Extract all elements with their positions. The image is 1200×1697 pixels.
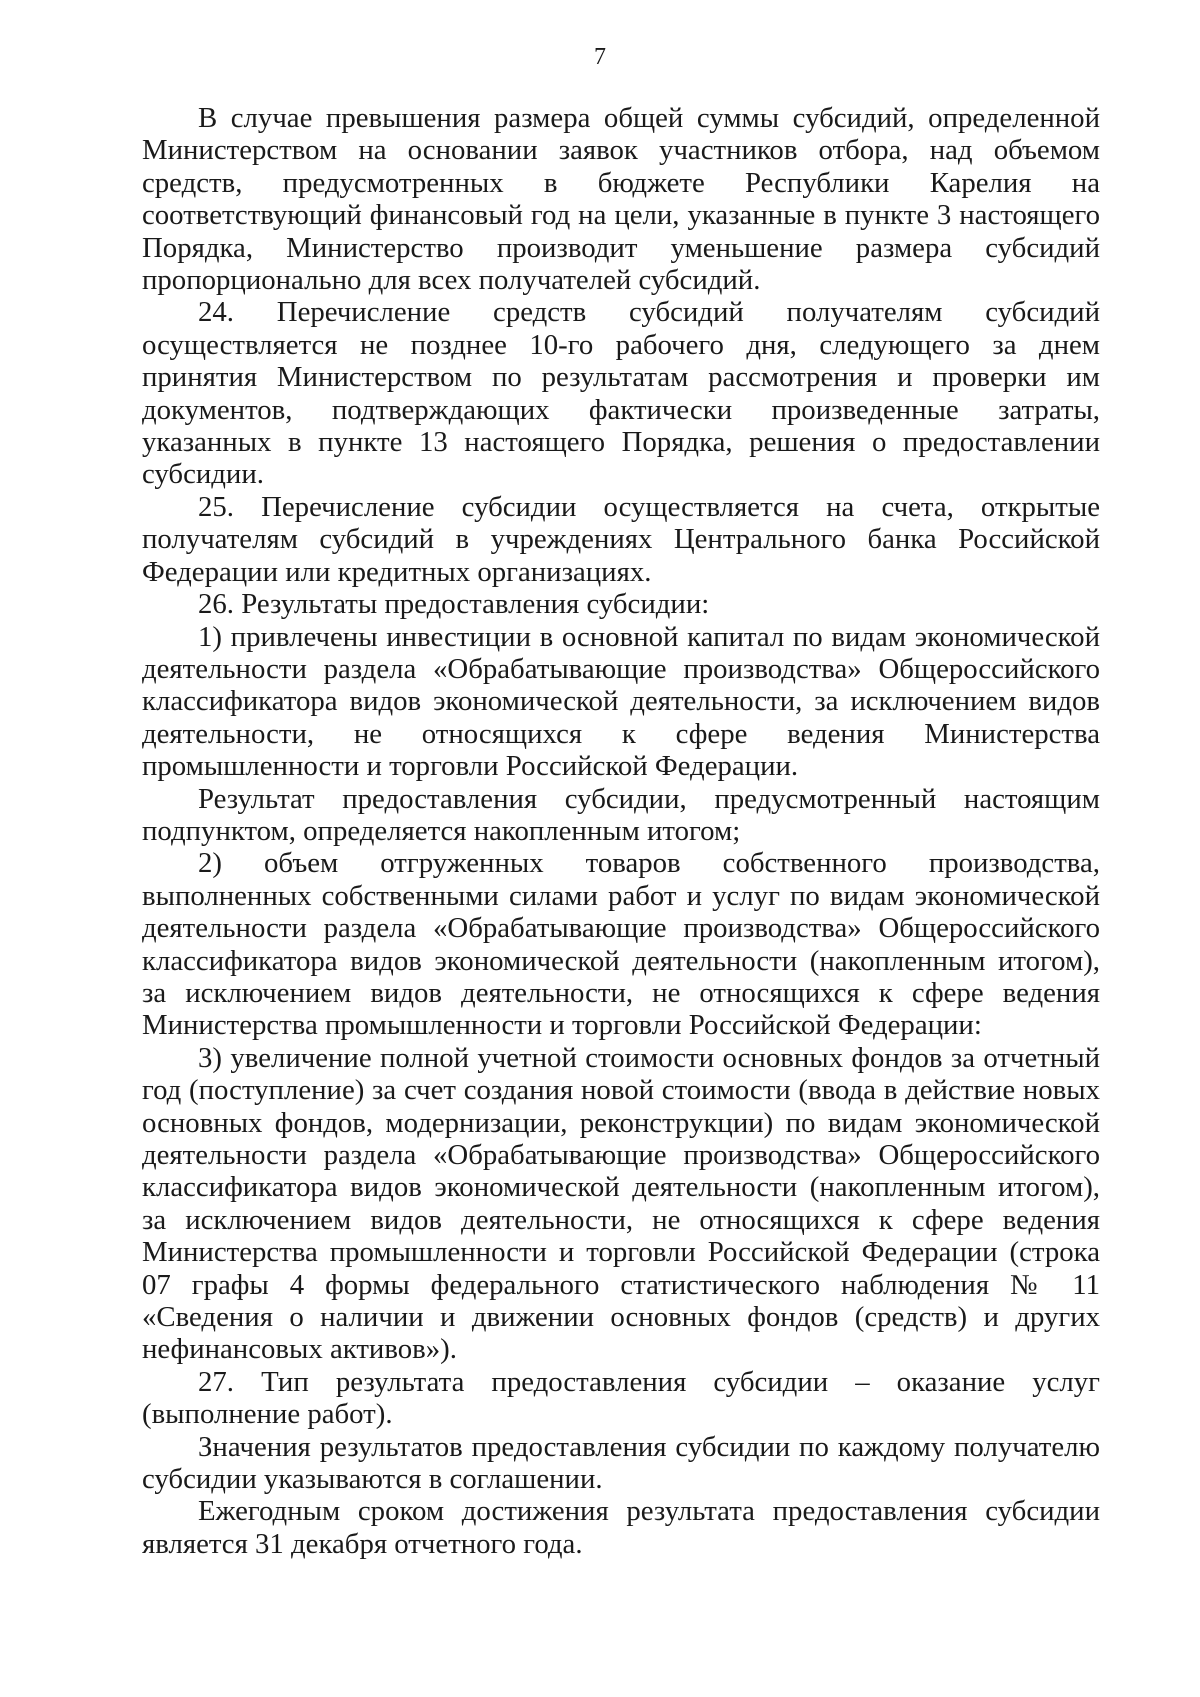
- paragraph-26-item-2-shipped-goods: 2) объем отгруженных товаров собственного производства, выполненных собственными силами работ и услуг по видам экономической деятельности раздела «Обрабатывающие производства» Общероссийского классификатора видов экономической деятельности (накопленным итогом), за исключением видов деятельности, не относящихся к сфере ведения Министерства промышленности и торговли Российской Федерации:: [142, 847, 1100, 1042]
- paragraph-budget-excess: В случае превышения размера общей суммы субсидий, определенной Министерством на основании заявок участников отбора, над объемом средств, предусмотренных в бюджете Республики Карелия на соответствующий финансовый год на цели, указанные в пункте 3 настоящего Порядка, Министерство производит уменьшение размера субсидий пропорционально для всех получателей субсидий.: [142, 102, 1100, 297]
- paragraph-result-values-agreement: Значения результатов предоставления субсидии по каждому получателю субсидии указываются в соглашении.: [142, 1430, 1100, 1496]
- paragraph-24-transfer-deadline: 24. Перечисление средств субсидий получателям субсидий осуществляется не позднее 10-го рабочего дня, следующего за днем принятия Министерством по результатам рассмотрения и проверки им документов, подтверждающих фактически произведенные затраты, указанных в пункте 13 настоящего Порядка, решения о предоставлении субсидии.: [142, 296, 1100, 491]
- paragraph-26-item-1-cumulative-note: Результат предоставления субсидии, предусмотренный настоящим подпунктом, определяется накопленным итогом;: [142, 782, 1100, 847]
- document-body: [142, 102, 1100, 1560]
- paragraph-27-result-type: 27. Тип результата предоставления субсидии – оказание услуг (выполнение работ).: [142, 1365, 1100, 1431]
- paragraph-25-transfer-accounts: 25. Перечисление субсидии осуществляется на счета, открытые получателям субсидий в учреждениях Центрального банка Российской Федерации или кредитных организациях.: [142, 490, 1100, 588]
- paragraph-26-item-1-investments: 1) привлечены инвестиции в основной капитал по видам экономической деятельности раздела «Обрабатывающие производства» Общероссийского классификатора видов экономической деятельности, за исключением видов деятельности, не относящихся к сфере ведения Министерства промышленности и торговли Российской Федерации.: [142, 620, 1100, 783]
- page-number: 7: [594, 44, 606, 70]
- paragraph-26-item-3-fixed-assets: 3) увеличение полной учетной стоимости основных фондов за отчетный год (поступление) за счет создания новой стоимости (ввода в действие новых основных фондов, модернизации, реконструкции) по видам экономической деятельности раздела «Обрабатывающие производства» Общероссийского классификатора видов экономической деятельности (накопленным итогом), за исключением видов деятельности, не относящихся к сфере ведения Министерства промышленности и торговли Российской Федерации (строка 07 графы 4 формы федерального статистического наблюдения № 11 «Сведения о наличии и движении основных фондов (средств) и других нефинансовых активов»).: [142, 1041, 1100, 1366]
- paragraph-26-results-heading: 26. Результаты предоставления субсидии:: [198, 588, 710, 621]
- paragraph-annual-deadline: Ежегодным сроком достижения результата предоставления субсидии является 31 декабря отчетного года.: [142, 1495, 1100, 1560]
